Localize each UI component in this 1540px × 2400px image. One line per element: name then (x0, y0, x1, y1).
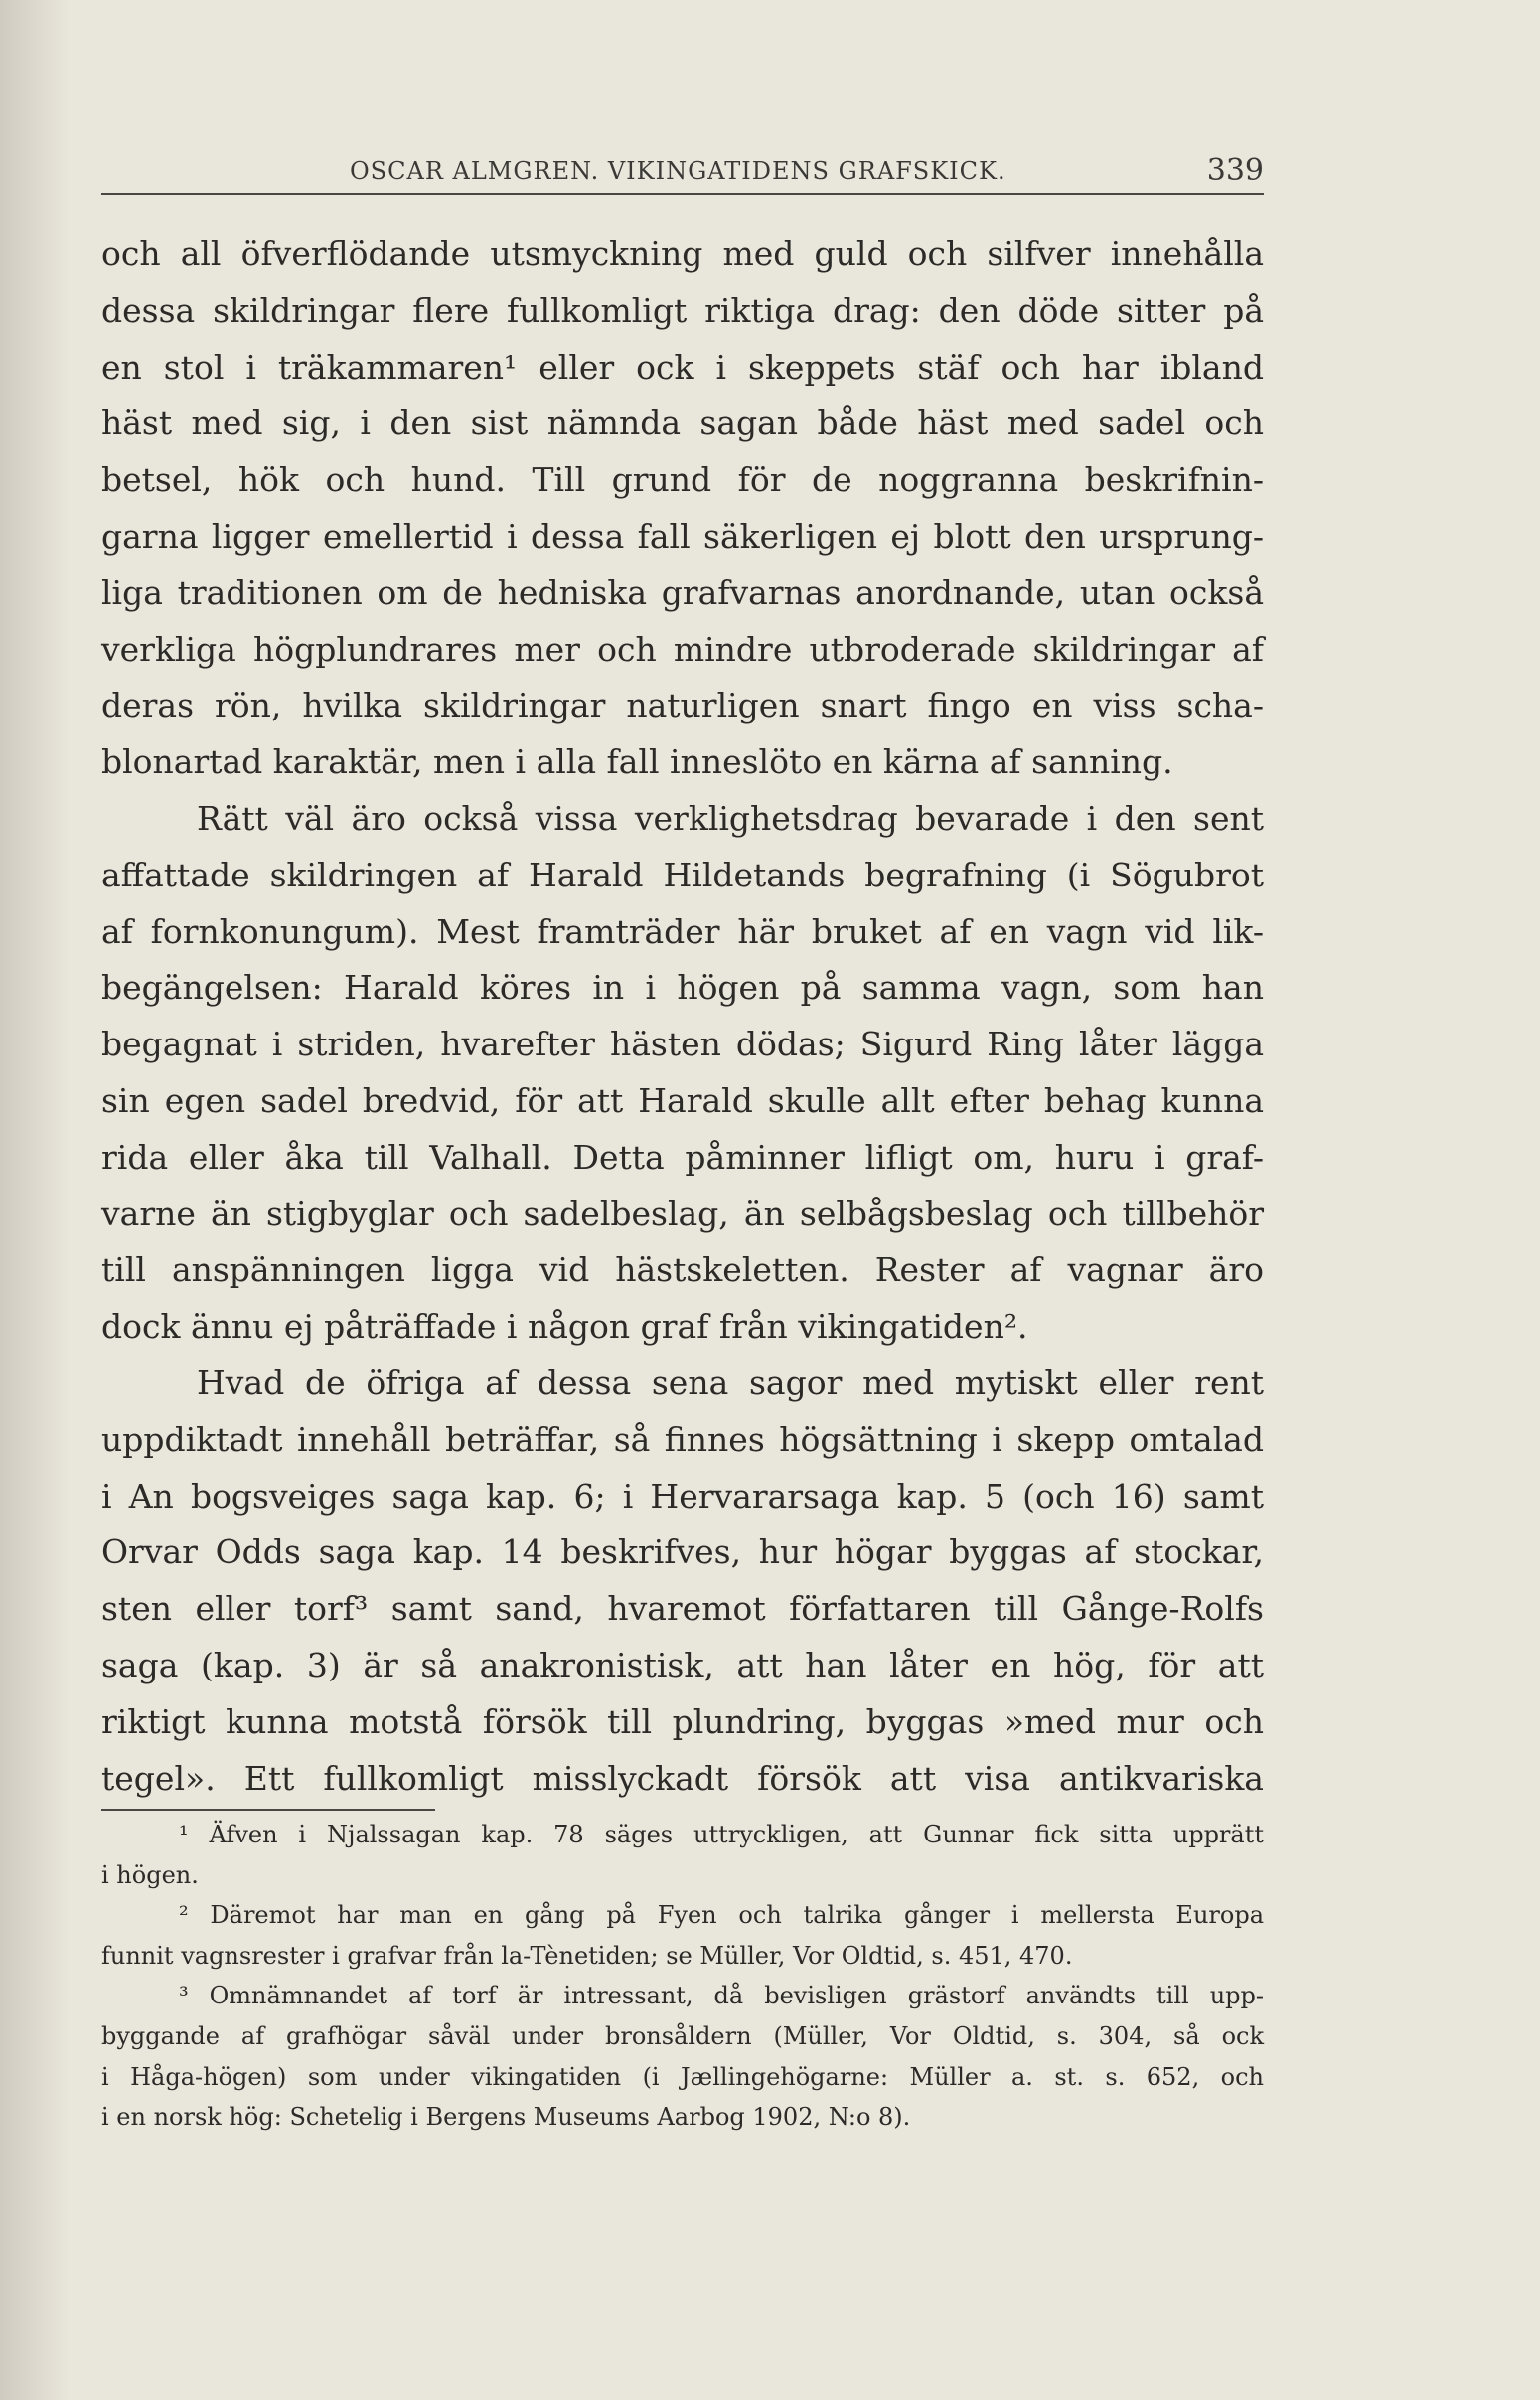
text-line: liga traditionen om de hedniska grafvarnas anordnande, utan också (101, 572, 1264, 612)
text-line: tegel». Ett fullkomligt misslyckadt försök att visa antikvariska (101, 1758, 1264, 1798)
text-line: och all öfverflödande utsmyckning med guld och silfver innehålla (101, 235, 1264, 273)
text-line: Rätt väl äro också vissa verklighetsdrag bevarade i den sent (197, 798, 1264, 838)
page-header (101, 149, 1264, 195)
text-line: Orvar Odds saga kap. 14 beskrifves, hur högar byggas af stockar, (101, 1532, 1264, 1572)
text-line: sin egen sadel bredvid, för att Harald skulle allt efter behag kunna (101, 1080, 1264, 1120)
text-line: sten eller torf³ samt sand, hvaremot författaren till Gånge-Rolfs (101, 1589, 1264, 1629)
footnote-line: funnit vagnsrester i grafvar från la-Tènetiden; se Müller, Vor Oldtid, s. 451, 470. (101, 1941, 1073, 1970)
text-line: verkliga högplundrares mer och mindre utbroderade skildringar af (101, 629, 1264, 669)
text-line: begagnat i striden, hvarefter hästen dödas; Sigurd Ring låter lägga (101, 1025, 1264, 1064)
text-line: Hvad de öfriga af dessa sena sagor med mytiskt eller rent (197, 1362, 1264, 1402)
page-number: 339 (1206, 153, 1264, 188)
footnotes (101, 1815, 1264, 2138)
footnote-line: i Håga-högen) som under vikingatiden (i Jællingehögarne: Müller a. st. s. 652, och (101, 2062, 1264, 2091)
footnote-line: i högen. (101, 1860, 199, 1889)
text-line: begängelsen: Harald köres in i högen på samma vagn, som han (101, 968, 1264, 1008)
text-line: riktigt kunna motstå försök till plundring, byggas »med mur och (101, 1701, 1264, 1741)
footnote-line: ¹ Äfven i Njalssagan kap. 78 säges uttryckligen, att Gunnar fick sitta upprätt (179, 1821, 1264, 1848)
text-line: uppdiktadt innehåll beträffar, så finnes högsättning i skepp omtalad (101, 1419, 1264, 1459)
footnote-line: i en norsk hög: Schetelig i Bergens Museums Aarbog 1902, N:o 8). (101, 2103, 911, 2132)
text-line: saga (kap. 3) är så anakronistisk, att han låter en hög, för att (101, 1645, 1264, 1684)
running-title: OSCAR ALMGREN. VIKINGATIDENS GRAFSKICK. (350, 157, 1006, 185)
text-line: blonartad karaktär, men i alla fall inneslöto en kärna af sanning. (101, 742, 1173, 782)
text-line: dock ännu ej påträffade i någon graf från vikingatiden². (101, 1307, 1028, 1347)
footnote-line: byggande af grafhögar såväl under bronsåldern (Müller, Vor Oldtid, s. 304, så ock (101, 2021, 1264, 2050)
text-line: varne än stigbyglar och sadelbeslag, än selbågsbeslag och tillbehör (101, 1194, 1264, 1233)
text-line: häst med sig, i den sist nämnda sagan både häst med sadel och (101, 403, 1264, 443)
text-line: en stol i träkammaren¹ eller ock i skeppets stäf och har ibland (101, 347, 1264, 387)
text-line: betsel, hök och hund. Till grund för de noggranna beskrifnin- (101, 460, 1264, 500)
text-line: garna ligger emellertid i dessa fall säkerligen ej blott den ursprung- (101, 516, 1264, 556)
text-line: af fornkonungum). Mest framträder här bruket af en vagn vid lik- (101, 911, 1264, 951)
page-edge-shadow (0, 0, 70, 2400)
text-line: affattade skildringen af Harald Hildetands begrafning (i Sögubrot (101, 855, 1264, 894)
footnote-line: ³ Omnämnandet af torf är intressant, då bevisligen grästorf användts till upp- (179, 1982, 1264, 2010)
text-line: deras rön, hvilka skildringar naturligen snart fingo en viss scha- (101, 686, 1264, 725)
text-line: dessa skildringar flere fullkomligt riktiga drag: den döde sitter på (101, 290, 1264, 330)
text-line: i An bogsveiges saga kap. 6; i Hervararsaga kap. 5 (och 16) samt (101, 1476, 1264, 1516)
footnote-line: ² Däremot har man en gång på Fyen och talrika gånger i mellersta Europa (179, 1901, 1264, 1930)
text-line: rida eller åka till Valhall. Detta påminner lifligt om, huru i graf- (101, 1137, 1264, 1177)
body-text (101, 227, 1264, 1807)
text-line: till anspänningen ligga vid hästskeletten. Rester af vagnar äro (101, 1250, 1264, 1290)
footnote-divider (101, 1809, 435, 1811)
